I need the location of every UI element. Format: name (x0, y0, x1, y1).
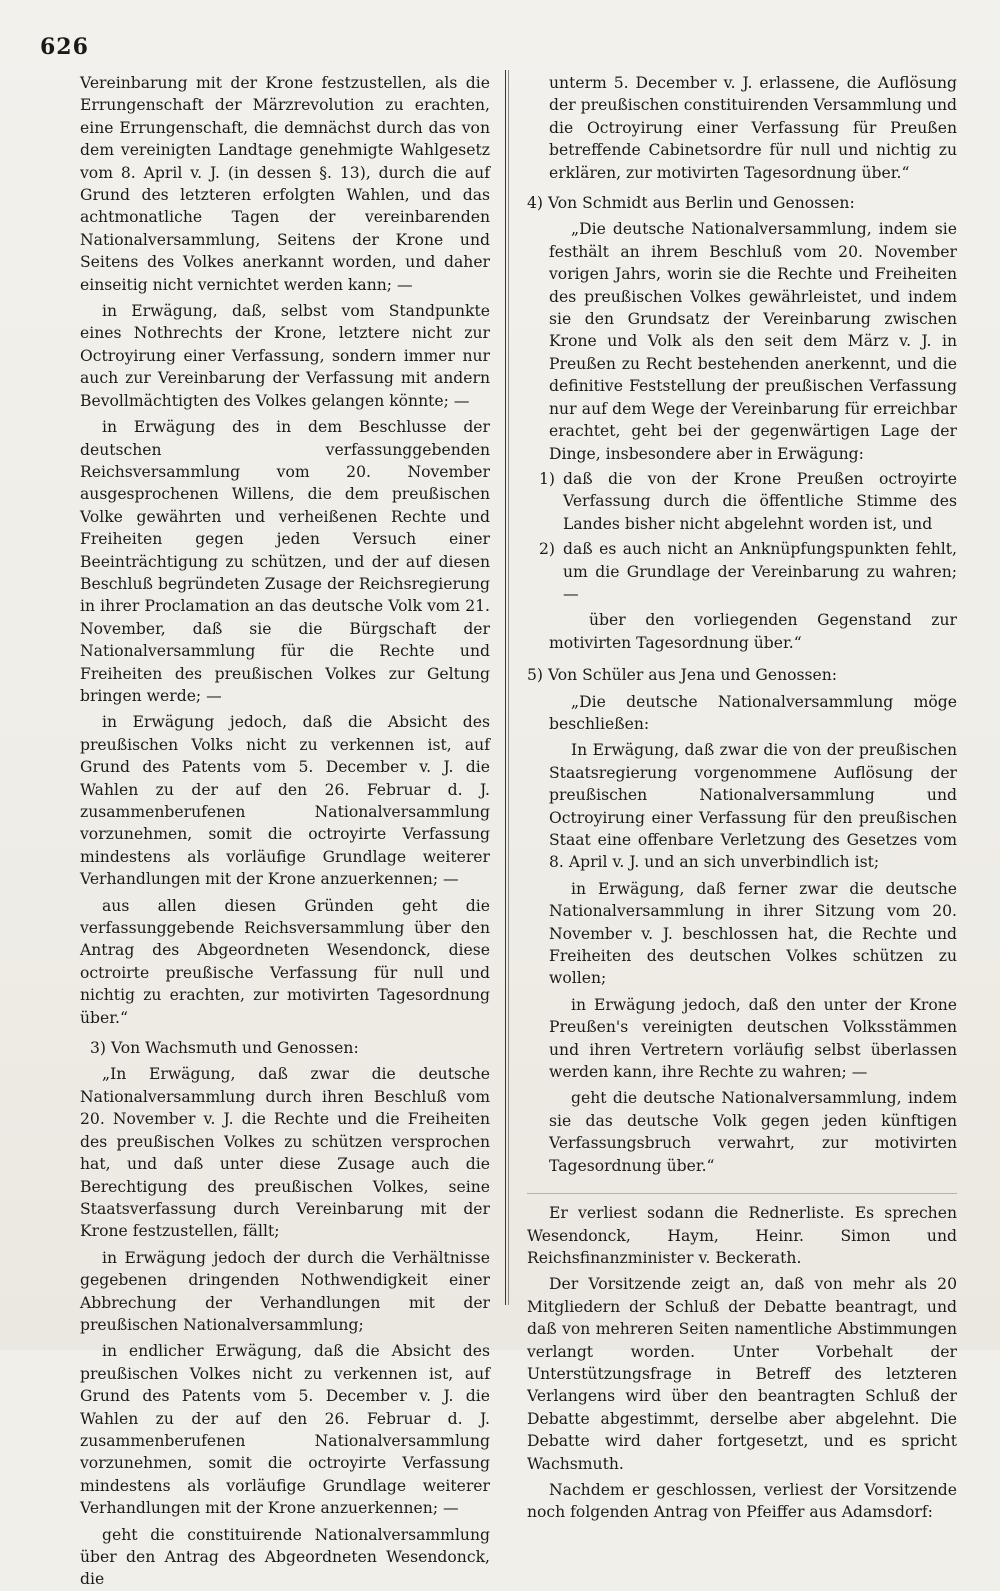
left-column (80, 72, 490, 1591)
page-number: 626 (40, 34, 89, 60)
paragraph: „Die deutsche Nationalversammlung, indem sie festhält an ihrem Beschluß vom 20. November vorigen Jahrs, worin sie die Rechte und Freiheiten des preußischen Volkes gewährleistet, und indem sie den Grundsatz der Vereinbarung zwischen Krone und Volk als den seit dem März v. J. in Preußen zu Recht bestehenden anerkennt, und die definitive Feststellung der preußischen Verfassung nur auf dem Wege der Vereinbarung für erreichbar erachtet, geht bei der gegenwärtigen Lage der Dinge, insbesondere aber in Erwägung: (549, 220, 957, 463)
section-rule (527, 1193, 957, 1194)
list-item (527, 538, 957, 605)
paragraph: Nachdem er geschlossen, verliest der Vorsitzende noch folgenden Antrag von Pfeiffer aus Adamsdorf: (527, 1480, 957, 1522)
paragraph: in Erwägung jedoch, daß den unter der Krone Preußen's vereinigten deutschen Volksstämmen und ihren Vertretern vorläufig selbst überlassen werden kann, ihre Rechte zu wahren; — (549, 995, 957, 1082)
paragraph: in Erwägung jedoch der durch die Verhältnisse gegebenen dringenden Nothwendigkeit einer Abbrechung der Verhandlungen mit der preußischen Nationalversammlung; (80, 1248, 490, 1334)
paragraph: „Die deutsche Nationalversammlung möge beschließen: (549, 692, 957, 733)
paragraph: Vereinbarung mit der Krone festzustellen, als die Errungenschaft der Märzrevolution zu erachten, eine Errungenschaft, die demnächst durch das von dem vereinigten Landtage genehmigte Wahlgesetz vom 8. April v. J. (in dessen §. 13), durch die auf Grund des letzteren erfolgten Wahlen, und das achtmonatliche Tagen der vereinbarenden Nationalversammlung, Seitens der Krone und Seitens des Volkes anerkannt worden, und daher einseitig nicht vernichtet werden kann; — (80, 74, 490, 294)
paragraph: geht die constituirende Nationalversammlung über den Antrag des Abgeordneten Wesendonck, die (80, 1525, 490, 1589)
paragraph: in Erwägung jedoch, daß die Absicht des preußischen Volks nicht zu verkennen ist, auf Grund des Patents vom 5. December v. J. die Wahlen zu der auf den 26. Februar d. J. zusammenberufenen Nationalversammlung vorzunehmen, somit die octroyirte Verfassung mindestens als vorläufige Grundlage weiterer Verhandlungen mit der Krone anzuerkennen; — (80, 713, 490, 889)
paragraph: in Erwägung des in dem Beschlusse der deutschen verfassunggebenden Reichsversammlung vom 20. November ausgesprochenen Willens, die dem preußischen Volke gewährten und verheißenen Rechte und Freiheiten gegen jeden Versuch einer Beeinträchtigung zu schützen, und der auf diesen Beschluß begründeten Zusage der Reichsregierung in ihrer Proclamation an das deutsche Volk vom 21. November, daß sie die Bürgschaft der Nationalversammlung für die Rechte und Freiheiten des preußischen Volkes zur Geltung bringen werde; — (80, 418, 490, 705)
list-text: daß die von der Krone Preußen octroyirte Verfassung durch die öffentliche Stimme des Landes bisher nicht abgelehnt worden ist, und (563, 469, 957, 533)
paragraph: in endlicher Erwägung, daß die Absicht des preußischen Volkes nicht zu verkennen ist, auf Grund des Patents vom 5. December v. J. die Wahlen zu der auf den 26. Februar d. J. zusammenberufenen Nationalversammlung vorzunehmen, somit die octroyirte Verfassung mindestens als vorläufige Grundlage weiterer Verhandlungen mit der Krone anzuerkennen; — (80, 1342, 490, 1518)
section-heading: 3) Von Wachsmuth und Genossen: (90, 1039, 359, 1058)
paragraph: in Erwägung, daß ferner zwar die deutsche Nationalversammlung in ihrer Sitzung vom 20. November v. J. beschlossen hat, die Rechte und Freiheiten des deutschen Volkes schützen zu wollen; (549, 879, 957, 988)
paragraph: Er verliest sodann die Rednerliste. Es sprechen Wesendonck, Haym, Heinr. Simon und Reichsfinanzminister v. Beckerath. (527, 1204, 957, 1267)
list-item (527, 468, 957, 535)
paragraph: unterm 5. December v. J. erlassene, die Auflösung der preußischen constituirenden Versammlung und die Octroyirung einer Verfassung für Preußen betreffende Cabinetsordre für null und nichtig zu erklären, zur motivirten Tagesordnung über.“ (549, 74, 957, 182)
section-heading: 4) Von Schmidt aus Berlin und Genossen: (527, 194, 855, 213)
list-text: daß es auch nicht an Anknüpfungspunkten fehlt, um die Grundlage der Vereinbarung zu wahren; — (563, 540, 957, 603)
paragraph: in Erwägung, daß, selbst vom Standpunkte eines Nothrechts der Krone, letztere nicht zur Octroyirung einer Verfassung, sondern immer nur auch zur Vereinbarung der Verfassung mit andern Bevollmächtigten des Volkes gelangen könnte; — (80, 302, 490, 410)
column-divider (505, 70, 506, 1305)
paragraph: geht die deutsche Nationalversammlung, indem sie das deutsche Volk gegen jeden künftigen Verfassungsbruch verwahrt, zur motivirten Tagesordnung über.“ (549, 1089, 957, 1175)
paragraph: über den vorliegenden Gegenstand zur motivirten Tagesordnung über.“ (549, 611, 957, 652)
right-column (527, 72, 957, 1524)
section-heading: 5) Von Schüler aus Jena und Genossen: (527, 666, 838, 685)
list-number: 1) (538, 469, 555, 488)
paragraph: „In Erwägung, daß zwar die deutsche Nationalversammlung durch ihren Beschluß vom 20. November v. J. die Rechte und die Freiheiten des preußischen Volkes zu schützen versprochen hat, und daß unter diese Zusage auch die Berechtigung des preußischen Volkes, seine Staatsverfassung durch Vereinbarung mit der Krone festzustellen, fällt; (80, 1065, 490, 1241)
paragraph: In Erwägung, daß zwar die von der preußischen Staatsregierung vorgenommene Auflösung der preußischen Nationalversammlung und Octroyirung einer Verfassung für den preußischen Staat eine offenbare Verletzung des Gesetzes vom 8. April v. J. und an sich unverbindlich ist; (549, 741, 957, 872)
paragraph: Der Vorsitzende zeigt an, daß von mehr als 20 Mitgliedern der Schluß der Debatte beantragt, und daß von mehreren Seiten namentliche Abstimmungen verlangt worden. Unter Vorbehalt der Unterstützungsfrage in Betreff des letzteren Verlangens wird über den beantragten Schluß der Debatte abgestimmt, derselbe aber abgelehnt. Die Debatte wird daher fortgesetzt, und es spricht Wachsmuth. (527, 1275, 957, 1473)
list-number: 2) (538, 540, 555, 559)
paragraph: aus allen diesen Gründen geht die verfassunggebende Reichsversammlung über den Antrag des Abgeordneten Wesendonck, diese octroirte preußische Verfassung für null und nichtig zu erachten, zur motivirten Tagesordnung über.“ (80, 896, 490, 1027)
